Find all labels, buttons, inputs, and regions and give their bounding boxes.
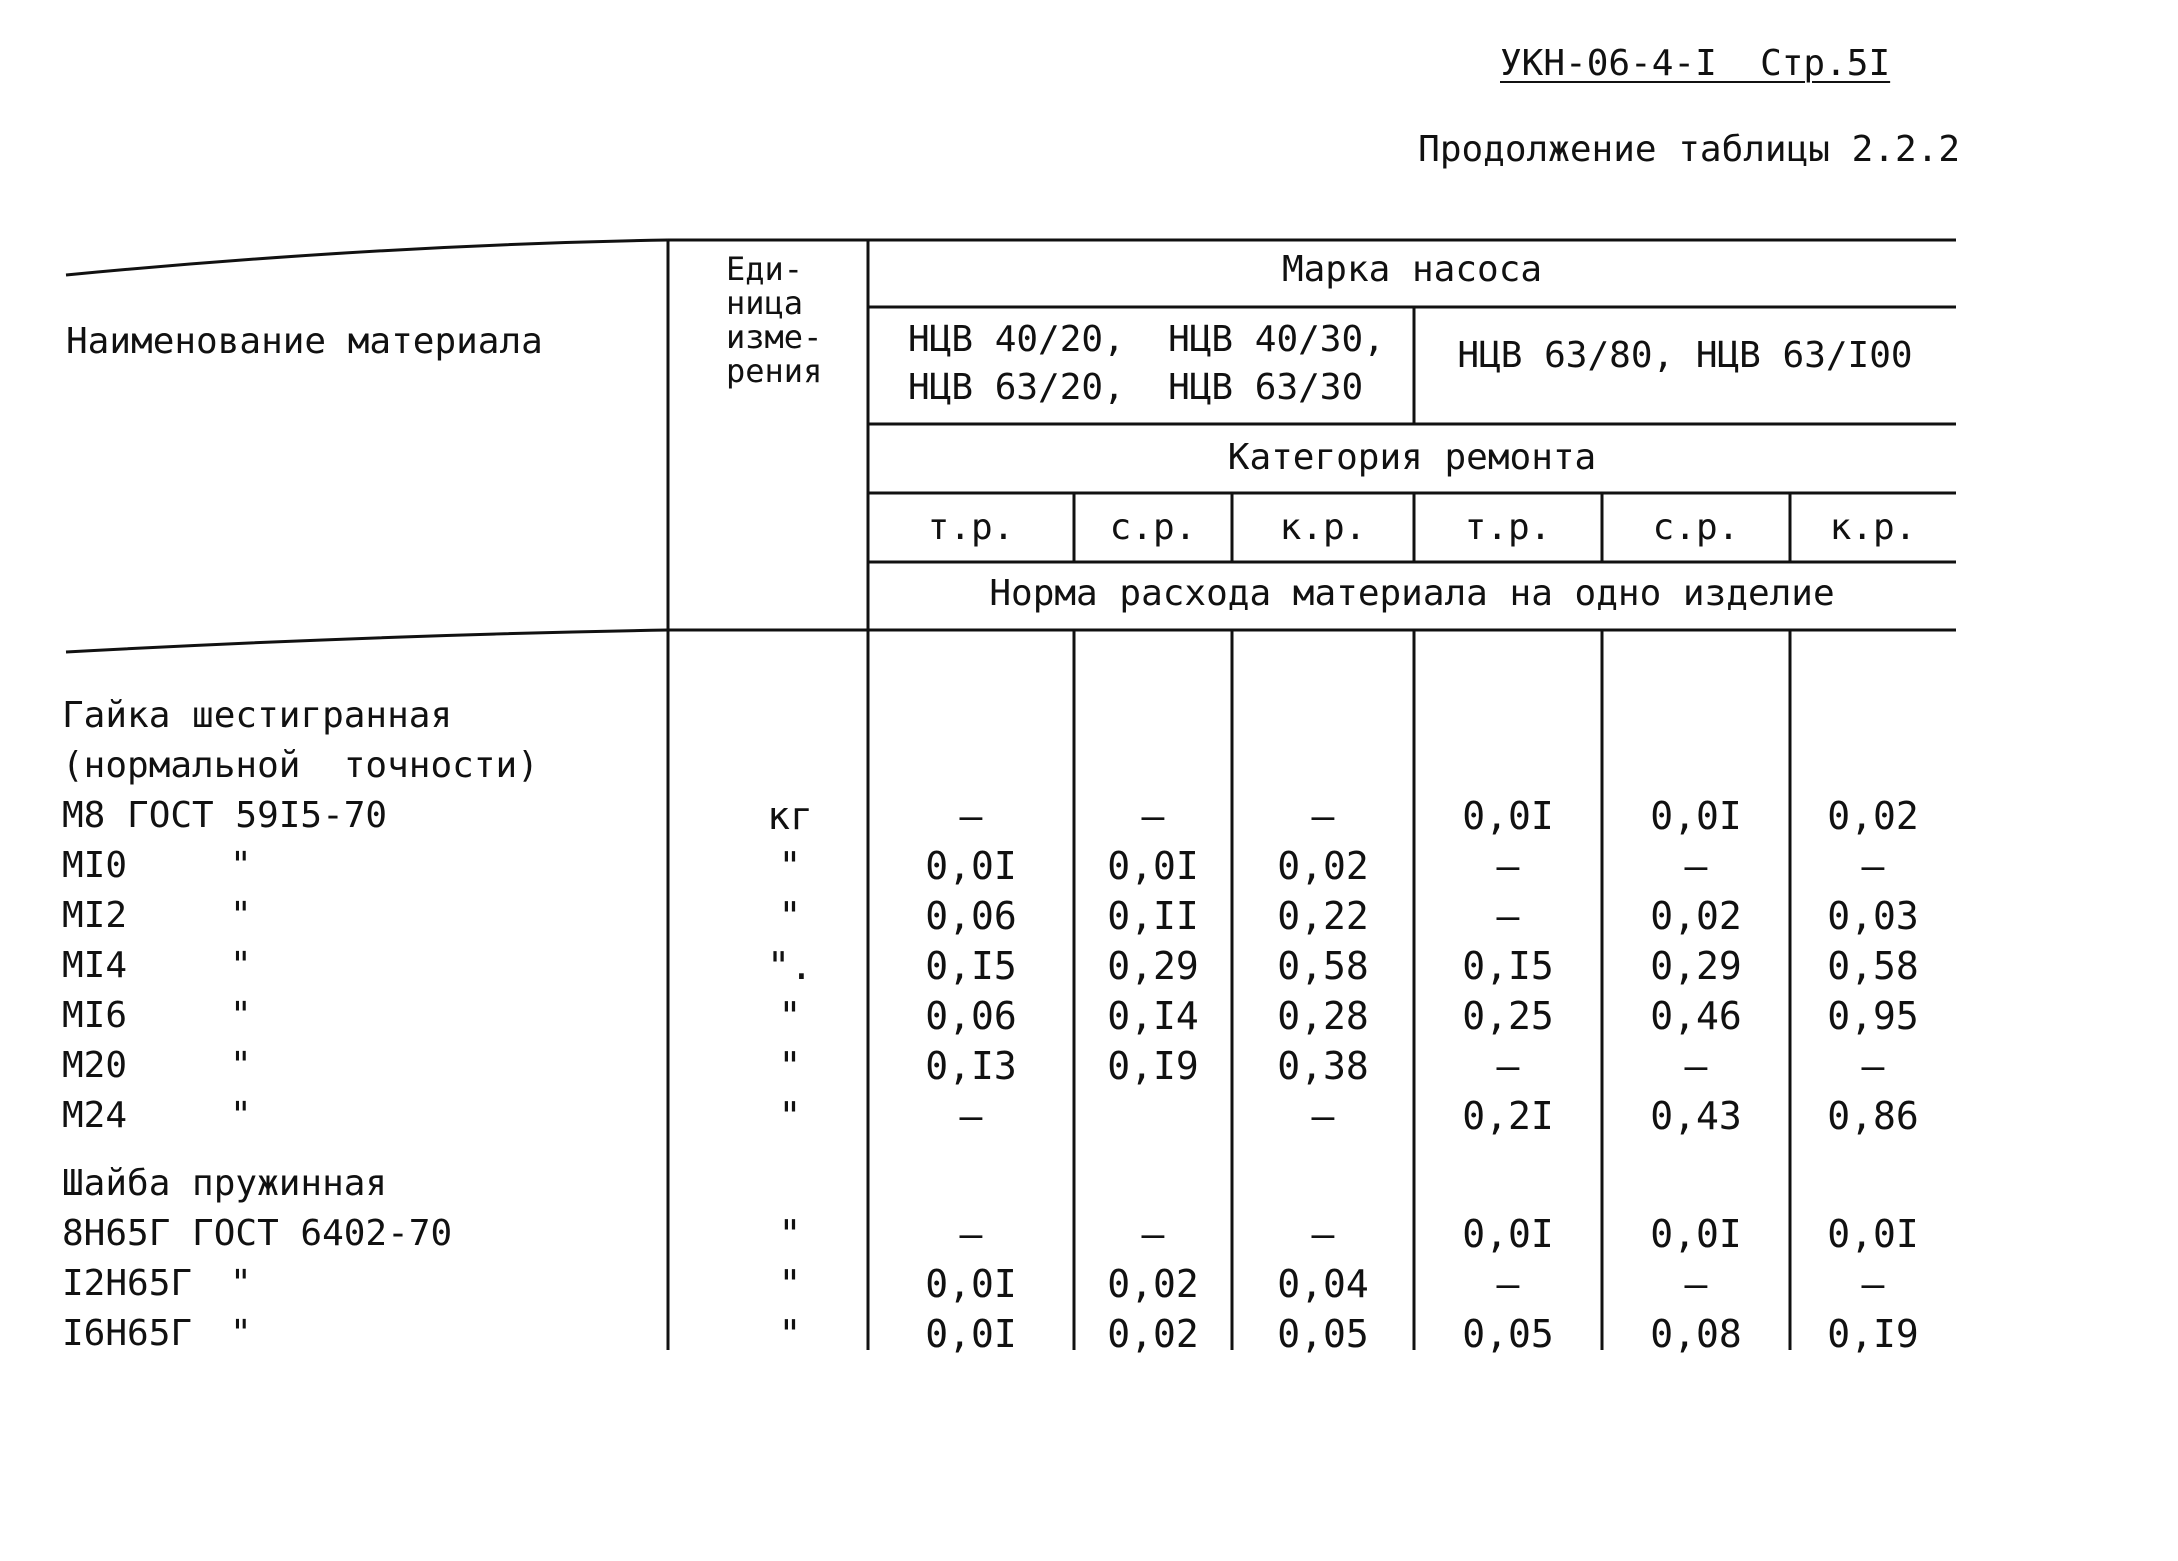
row-12-value-4: 0,08 — [1650, 1312, 1742, 1356]
row-8-value-2: – — [1311, 1094, 1335, 1138]
row-6-unit: " — [778, 994, 802, 1038]
row-9-name: Шайба пружинная — [62, 1163, 388, 1204]
subcol-sr-2: с.р. — [1652, 507, 1740, 548]
row-10-value-3: 0,0I — [1462, 1212, 1554, 1256]
row-10-unit: " — [778, 1212, 802, 1256]
header-repair-category: Категория ремонта — [1227, 437, 1597, 478]
page-header: УКН-06-4-I Стр.5I — [1500, 43, 1891, 84]
header-pump-brand: Марка насоса — [1281, 249, 1543, 290]
row-6-ditto: " — [230, 995, 252, 1036]
row-7-name: М20 — [62, 1045, 128, 1086]
row-3-ditto: " — [230, 845, 252, 886]
table-caption: Продолжение таблицы 2.2.2 — [1418, 129, 1960, 170]
row-12-unit: " — [778, 1312, 802, 1356]
row-3-value-1: 0,0I — [1107, 844, 1199, 888]
row-7-value-1: 0,I9 — [1107, 1044, 1199, 1088]
row-11-value-3: – — [1496, 1262, 1520, 1306]
row-7-value-5: – — [1861, 1044, 1885, 1088]
row-2-value-4: 0,0I — [1650, 794, 1742, 838]
row-11-value-0: 0,0I — [925, 1262, 1017, 1306]
row-3-name: МI0 — [62, 845, 128, 886]
row-6-name: МI6 — [62, 995, 128, 1036]
subcol-sr-1: с.р. — [1109, 507, 1197, 548]
row-4-unit: " — [778, 894, 802, 938]
row-3-value-2: 0,02 — [1277, 844, 1369, 888]
row-10-value-0: – — [959, 1212, 983, 1256]
subcol-kr-2: к.р. — [1829, 507, 1917, 548]
subcol-tr-2: т.р. — [1464, 507, 1552, 548]
row-11-value-1: 0,02 — [1107, 1262, 1199, 1306]
row-5-value-5: 0,58 — [1827, 944, 1919, 988]
row-2-unit: кг — [767, 794, 813, 838]
row-10-value-4: 0,0I — [1650, 1212, 1742, 1256]
row-2-name: М8 ГОСТ 59I5-70 — [62, 795, 388, 836]
row-4-value-1: 0,II — [1107, 894, 1199, 938]
row-6-value-2: 0,28 — [1277, 994, 1369, 1038]
row-8-value-3: 0,2I — [1462, 1094, 1554, 1138]
row-4-value-4: 0,02 — [1650, 894, 1742, 938]
col-header-name: Наименование материала — [66, 321, 543, 362]
row-8-value-0: – — [959, 1094, 983, 1138]
row-4-value-2: 0,22 — [1277, 894, 1369, 938]
header-group1-line2: НЦВ 63/20, НЦВ 63/30 — [908, 367, 1364, 408]
row-7-value-2: 0,38 — [1277, 1044, 1369, 1088]
row-1-name: (нормальной точности) — [62, 745, 539, 786]
row-6-value-3: 0,25 — [1462, 994, 1554, 1038]
row-7-value-0: 0,I3 — [925, 1044, 1017, 1088]
row-2-value-5: 0,02 — [1827, 794, 1919, 838]
row-5-unit: ". — [767, 944, 813, 988]
col-header-unit: Еди- ница изме- рения — [726, 250, 823, 390]
row-7-value-3: – — [1496, 1044, 1520, 1088]
row-11-unit: " — [778, 1262, 802, 1306]
row-12-value-0: 0,0I — [925, 1312, 1017, 1356]
row-8-name: М24 — [62, 1095, 128, 1136]
row-11-value-4: – — [1684, 1262, 1708, 1306]
header-group1-line1: НЦВ 40/20, НЦВ 40/30, — [908, 319, 1385, 360]
row-6-value-1: 0,I4 — [1107, 994, 1199, 1038]
row-2-value-0: – — [959, 794, 983, 838]
row-5-ditto: " — [230, 945, 252, 986]
row-6-value-5: 0,95 — [1827, 994, 1919, 1038]
row-5-name: МI4 — [62, 945, 128, 986]
row-2-value-2: – — [1311, 794, 1335, 838]
row-4-value-0: 0,06 — [925, 894, 1017, 938]
subcol-tr-1: т.р. — [927, 507, 1015, 548]
row-8-value-4: 0,43 — [1650, 1094, 1742, 1138]
row-7-value-4: – — [1684, 1044, 1708, 1088]
row-3-unit: " — [778, 844, 802, 888]
row-3-value-5: – — [1861, 844, 1885, 888]
row-10-value-2: – — [1311, 1212, 1335, 1256]
row-6-value-0: 0,06 — [925, 994, 1017, 1038]
row-8-ditto: " — [230, 1095, 252, 1136]
row-4-name: МI2 — [62, 895, 128, 936]
row-3-value-4: – — [1684, 844, 1708, 888]
row-10-value-5: 0,0I — [1827, 1212, 1919, 1256]
row-10-name: 8Н65Г ГОСТ 6402-70 — [62, 1213, 453, 1254]
row-5-value-2: 0,58 — [1277, 944, 1369, 988]
subcol-kr-1: к.р. — [1279, 507, 1367, 548]
row-3-value-0: 0,0I — [925, 844, 1017, 888]
row-12-value-1: 0,02 — [1107, 1312, 1199, 1356]
row-12-ditto: " — [230, 1313, 252, 1354]
row-5-value-3: 0,I5 — [1462, 944, 1554, 988]
row-11-value-5: – — [1861, 1262, 1885, 1306]
row-7-ditto: " — [230, 1045, 252, 1086]
row-12-value-5: 0,I9 — [1827, 1312, 1919, 1356]
top-curve-line — [66, 240, 668, 275]
row-11-name: I2Н65Г — [62, 1263, 193, 1304]
row-8-unit: " — [778, 1094, 802, 1138]
row-12-value-3: 0,05 — [1462, 1312, 1554, 1356]
header-group2: НЦВ 63/80, НЦВ 63/I00 — [1457, 335, 1913, 376]
row-5-value-1: 0,29 — [1107, 944, 1199, 988]
row-12-value-2: 0,05 — [1277, 1312, 1369, 1356]
row-10-value-1: – — [1141, 1212, 1165, 1256]
row-7-unit: " — [778, 1044, 802, 1088]
row-2-value-1: – — [1141, 794, 1165, 838]
row-8-value-5: 0,86 — [1827, 1094, 1919, 1138]
row-4-ditto: " — [230, 895, 252, 936]
row-12-name: I6Н65Г — [62, 1313, 193, 1354]
row-4-value-3: – — [1496, 894, 1520, 938]
header-norm: Норма расхода материала на одно изделие — [989, 573, 1835, 614]
row-4-value-5: 0,03 — [1827, 894, 1919, 938]
row-6-value-4: 0,46 — [1650, 994, 1742, 1038]
row-11-ditto: " — [230, 1263, 252, 1304]
row-0-name: Гайка шестигранная — [62, 695, 453, 736]
row-5-value-4: 0,29 — [1650, 944, 1742, 988]
row-2-value-3: 0,0I — [1462, 794, 1554, 838]
row-11-value-2: 0,04 — [1277, 1262, 1369, 1306]
row-5-value-0: 0,I5 — [925, 944, 1017, 988]
header-bottom-curve — [66, 630, 668, 652]
row-3-value-3: – — [1496, 844, 1520, 888]
